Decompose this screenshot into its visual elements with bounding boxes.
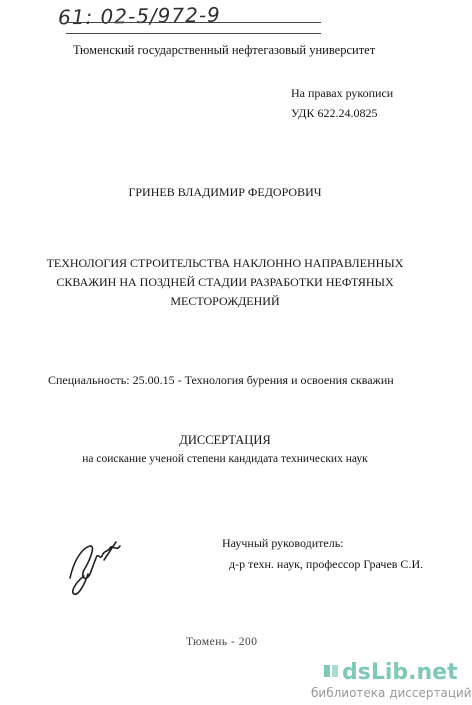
dissertation-title — [0, 254, 450, 311]
watermark-logo: dsLib.net — [342, 660, 458, 685]
manuscript-rights: На правах рукописи — [291, 86, 394, 100]
book-icon — [322, 662, 340, 680]
document-type: ДИССЕРТАЦИЯ — [179, 433, 271, 447]
udc-code: УДК 622.24.0825 — [291, 106, 378, 120]
author-name: ГРИНЕВ ВЛАДИМИР ФЕДОРОВИЧ — [128, 185, 322, 199]
title-line: ТЕХНОЛОГИЯ СТРОИТЕЛЬСТВА НАКЛОННО НАПРАВЛЕННЫХ — [46, 256, 404, 270]
advisor-label: Научный руководитель: — [222, 536, 344, 550]
university-name: Тюменский государственный нефтегазовый университет — [73, 43, 376, 57]
archive-stamp: 61: 02-5/972-9 — [57, 2, 221, 30]
archive-stamp-frame — [66, 22, 321, 34]
title-line: МЕСТОРОЖДЕНИЙ — [170, 294, 280, 308]
watermark-subtitle: библиотека диссертаций — [311, 686, 472, 700]
city-year: Тюмень - 200 — [186, 636, 258, 648]
title-line: СКВАЖИН НА ПОЗДНЕЙ СТАДИИ РАЗРАБОТКИ НЕФТЯНЫХ — [56, 275, 394, 289]
specialty: Специальность: 25.00.15 - Технология бурения и освоения скважин — [48, 373, 394, 387]
degree-description: на соискание ученой степени кандидата технических наук — [82, 453, 368, 465]
advisor-name: д-р техн. наук, профессор Грачев С.И. — [229, 557, 424, 571]
signature-image — [60, 530, 135, 600]
